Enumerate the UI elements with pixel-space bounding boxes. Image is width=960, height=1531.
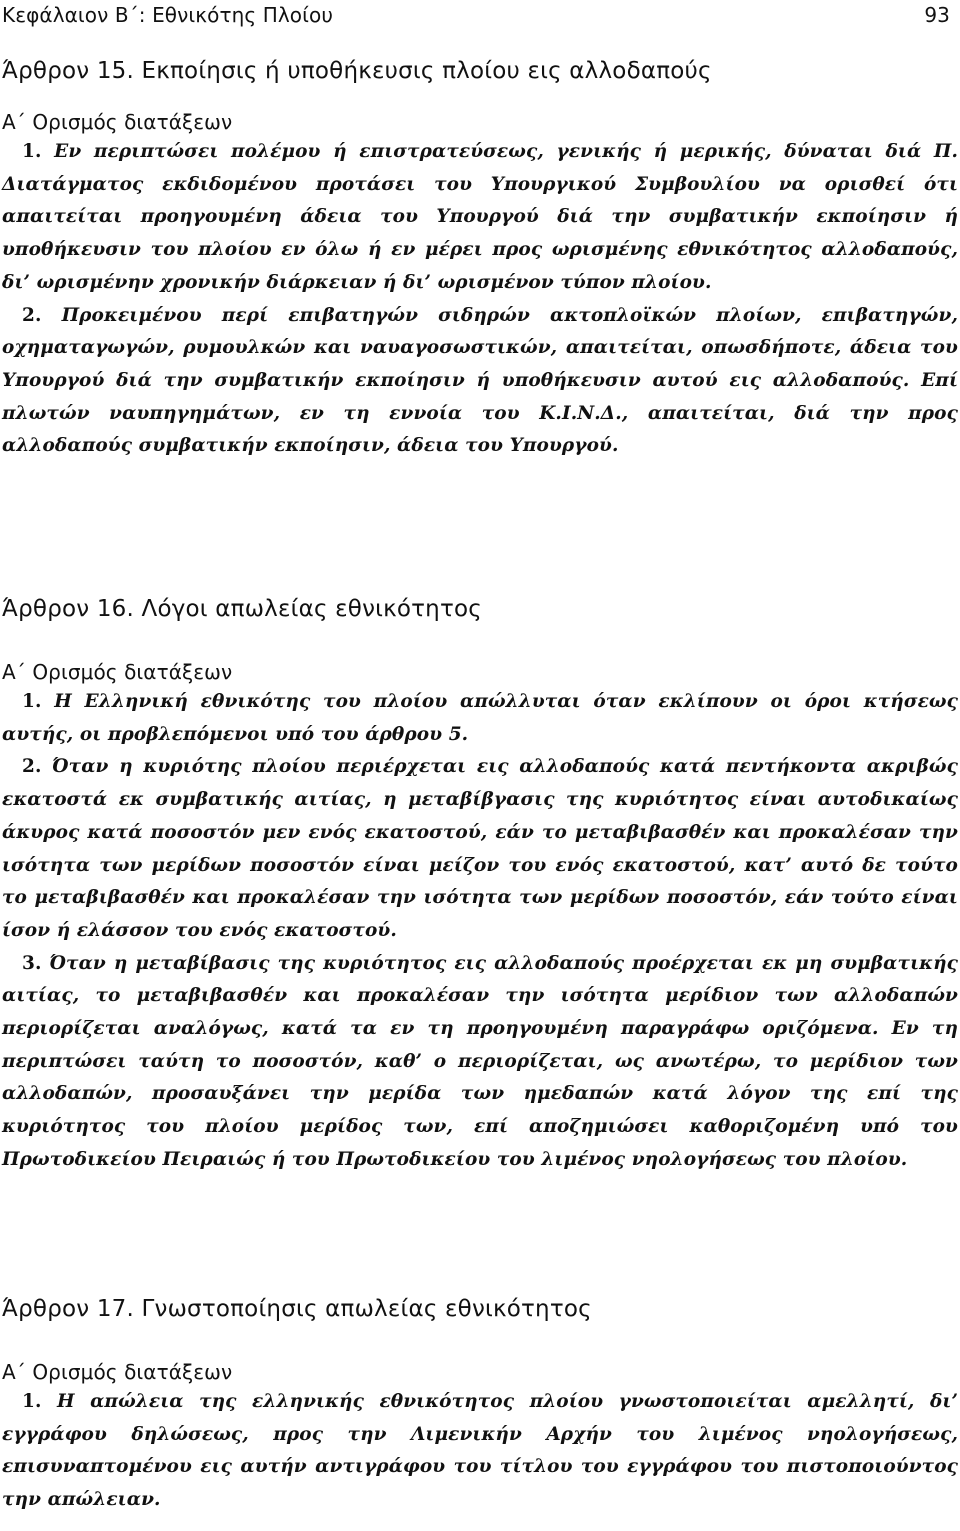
article-title: Άρθρον 16. Λόγοι απωλείας εθνικότητος <box>2 596 482 622</box>
paragraph-text: Προκειμένου περί επιβατηγών σιδηρών ακτοπλοϊκών πλοίων, επιβατηγών, οχηματαγωγών, ρυμουλκών και ναυαγοσωστικών, απαιτείται, οπωσδήποτε, άδεια του Υπουργού διά την συμβατικήν εκποίησιν ή υποθήκευσιν αυτού εις αλλοδαπούς. Επί πλωτών ναυπηγημάτων, εν τη εννοία του Κ.Ι.Ν.Δ., απαιτείται, διά την προς αλλοδαπούς συμβατικήν εκποίησιν, άδεια του Υπουργού. <box>2 304 958 457</box>
article-subhead: Α΄ Ορισμός διατάξεων <box>2 1360 233 1384</box>
paragraph <box>2 948 958 1177</box>
paragraph-number: 3. <box>22 952 42 974</box>
article-title: Άρθρον 15. Εκποίησις ή υποθήκευσις πλοίου εις αλλοδαπούς <box>2 58 712 84</box>
paragraph-text: Όταν η μεταβίβασις της κυριότητος εις αλλοδαπούς προέρχεται εκ μη συμβατικής αιτίας, το μεταβιβασθέν και προκαλέσαν την ισότητα μερίδιον των αλλοδαπών περιορίζεται αναλόγως, κατά τα εν τη προηγουμένη παραγράφω οριζόμενα. Εν τη περιπτώσει ταύτη το ποσοστόν, καθ’ ο περιορίζεται, ως ανωτέρω, το μερίδιον των αλλοδαπών, προσαυξάνει την μερίδα των ημεδαπών κατά λόγον της επί της κυριότητος του πλοίου μερίδος των, επί αποζημιώσει καθοριζομένη υπό του Πρωτοδικείου Πειραιώς ή του Πρωτοδικείου του λιμένος νηολογήσεως του πλοίου. <box>2 952 958 1170</box>
paragraph-text: Η Ελληνική εθνικότης του πλοίου απώλλυται όταν εκλίπουν οι όροι κτήσεως αυτής, οι προβλεπόμενοι υπό του άρθρου 5. <box>2 691 958 745</box>
paragraph <box>2 686 958 751</box>
paragraph-number: 1. <box>22 1391 42 1412</box>
paragraph-text: Η απώλεια της ελληνικής εθνικότητος πλοίου γνωστοποιείται αμελλητί, δι’ εγγράφου δηλώσεως, προς την Λιμενικήν Αρχήν του λιμένος νηολογήσεως, επισυναπτομένου εις αυτήν αντιγράφου του τίτλου του εγγράφου του πιστοποιούντος την απώλειαν. <box>2 1391 958 1511</box>
paragraph-number: 2. <box>22 304 42 326</box>
paragraph <box>2 300 958 464</box>
article-16 <box>2 594 958 1177</box>
article-subhead: Α΄ Ορισμός διατάξεων <box>2 660 233 684</box>
paragraph-number: 1. <box>22 691 42 712</box>
paragraph-text: Όταν η κυριότης πλοίου περιέρχεται εις αλλοδαπούς κατά πεντήκοντα ακριβώς εκατοστά εκ συμβατικής αιτίας, η μεταβίβγασις της κυριότητος είναι αυτοδικαίως άκυρος κατά ποσοστόν μεν ενός εκατοστού, εάν το μεταβιβασθέν και προκαλέσαν την ισότητα των μερίδων ποσοστόν είναι μείζον του ενός εκατοστού, κατ’ αυτό δε τούτο το μεταβιβασθέν και προκαλέσαν την ισότητα των μερίδων ποσοστόν, εάν τούτο είναι ίσον ή ελάσσον του ενός εκατοστού. <box>2 756 958 941</box>
chapter-title: Κεφάλαιον Β΄: Εθνικότης Πλοίου <box>2 3 334 27</box>
paragraph-number: 1. <box>22 141 42 162</box>
paragraph-text: Εν περιπτώσει πολέμου ή επιστρατεύσεως, γενικής ή μερικής, δύναται διά Π. Διατάγματος εκδιδομένου προτάσει του Υπουργικού Συμβουλίου να ορισθεί ότι απαιτείται προηγουμένη άδεια του Υπουργού διά την συμβατικήν εκποίησιν ή υποθήκευσιν του πλοίου εν όλω ή εν μέρει προς ωρισμένης εθνικότητος αλλοδαπούς, δι’ ωρισμένην χρονικήν διάρκειαν ή δι’ ωρισμένον τύπον πλοίου. <box>2 141 959 293</box>
paragraph-number: 2. <box>22 756 42 778</box>
article-17 <box>2 1294 958 1517</box>
page-number: 93 <box>924 3 950 27</box>
paragraph <box>2 751 958 947</box>
article-15 <box>2 56 958 463</box>
article-title: Άρθρον 17. Γνωστοποίησις απωλείας εθνικότητος <box>2 1296 592 1322</box>
article-subhead: Α΄ Ορισμός διατάξεων <box>2 110 233 134</box>
paragraph <box>2 136 958 300</box>
paragraph <box>2 1386 958 1517</box>
running-header <box>2 2 958 32</box>
